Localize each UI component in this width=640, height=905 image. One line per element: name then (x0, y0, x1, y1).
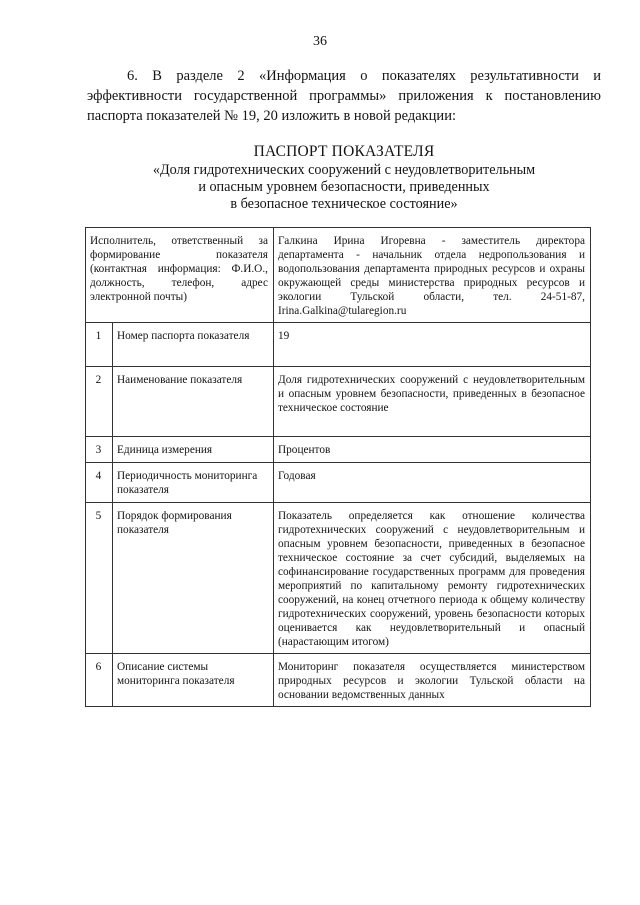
row-value: 19 (274, 323, 591, 367)
row-number: 1 (86, 323, 113, 367)
row-value: Годовая (274, 463, 591, 503)
row-label: Номер паспорта показателя (113, 323, 274, 367)
passport-subtitle-line2: и опасным уровнем безопасности, приведенных (198, 179, 490, 195)
table-row (86, 463, 591, 503)
row-number: 4 (86, 463, 113, 503)
row-label: Единица измерения (113, 437, 274, 463)
passport-subtitle-line1: «Доля гидротехнических сооружений с неудовлетворительным (152, 162, 536, 178)
passport-table (85, 227, 591, 707)
executor-value: Галкина Ирина Игоревна - заместитель директора департамента - начальник отдела недропользования и водопользования департамента природных ресурсов и охраны окружающей среды министерства природных ресурсов и экологии Тульской области, тел. 24-51-87, Irina.Galkina@tularegion.ru (274, 228, 591, 323)
table-row (86, 367, 591, 437)
row-number: 3 (86, 437, 113, 463)
page-number: 36 (313, 34, 327, 49)
passport-subtitle-line3: в безопасное техническое состояние» (230, 196, 458, 212)
row-number: 6 (86, 654, 113, 707)
passport-heading (87, 142, 601, 213)
table-row (86, 323, 591, 367)
row-label: Порядок формирования показателя (113, 503, 274, 654)
row-label: Описание системы мониторинга показателя (113, 654, 274, 707)
row-label: Периодичность мониторинга показателя (113, 463, 274, 503)
row-number: 2 (86, 367, 113, 437)
table-row (86, 503, 591, 654)
table-row (86, 654, 591, 707)
row-value: Мониторинг показателя осуществляется министерством природных ресурсов и экологии Тульской области на основании ведомственных данных (274, 654, 591, 707)
intro-paragraph: 6. В разделе 2 «Информация о показателях результативности и эффективности государственной программы» приложения к постановлению паспорта показателей № 19, 20 изложить в новой редакции: (87, 68, 601, 124)
row-label: Наименование показателя (113, 367, 274, 437)
row-value: Показатель определяется как отношение количества гидротехнических сооружений с неудовлетворительным и опасным уровнем безопасности, приведенных в безопасное техническое состояние за счет субсидий, выделяемых на софинансирование государственных программ для проведения мероприятий по капитальному ремонту гидротехнических сооружений, на конец отчетного периода к общему количеству гидротехнических сооружений, уровень безопасности которых оценивается как неудовлетворительный и опасный (нарастающим итогом) (274, 503, 591, 654)
row-value: Доля гидротехнических сооружений с неудовлетворительным и опасным уровнем безопасности, приведенных в безопасное техническое состояние (274, 367, 591, 437)
row-value: Процентов (274, 437, 591, 463)
executor-label: Исполнитель, ответственный за формирование показателя (контактная информация: Ф.И.О., должность, телефон, адрес электронной почты) (86, 228, 274, 323)
table-row-executor (86, 228, 591, 323)
row-number: 5 (86, 503, 113, 654)
table-row (86, 437, 591, 463)
passport-title: ПАСПОРТ ПОКАЗАТЕЛЯ (253, 143, 435, 160)
